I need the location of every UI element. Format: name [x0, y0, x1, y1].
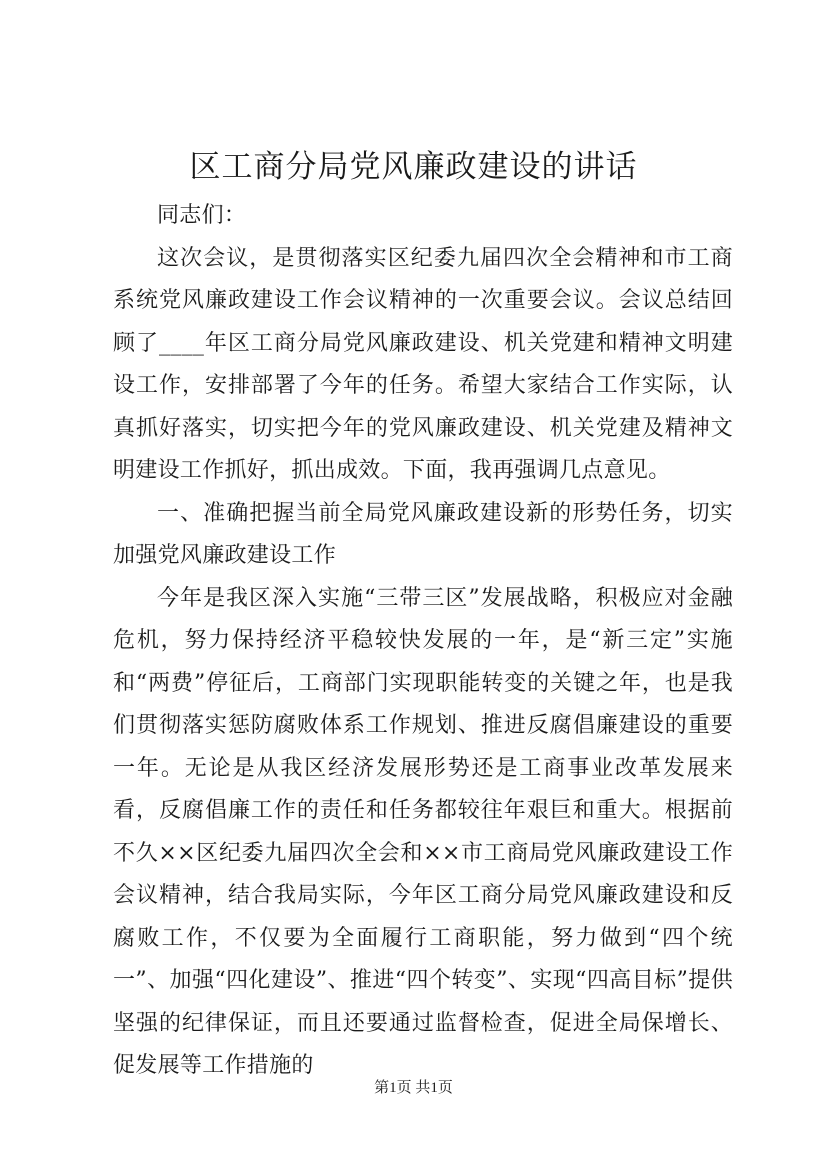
document-title: 区工商分局党风廉政建设的讲话 [189, 149, 638, 185]
salutation: 同志们： [157, 203, 247, 228]
section-heading-1: 一、准确把握当前全局党风廉政建设新的形势任务，切实加强党风廉政建设工作 [113, 500, 733, 568]
paragraph-intro: 这次会议，是贯彻落实区纪委九届四次全会精神和市工商系统党风廉政建设工作会议精神的一次重要会议。会议总结回顾了____年区工商分局党风廉政建设、机关党建和精神文明建设工作，安排部署了今年的任务。希望大家结合工作实际，认真抓好落实，切实把今年的党风廉政建设、机关党建及精神文明建设工作抓好，抓出成效。下面，我再强调几点意见。 [113, 245, 733, 483]
paragraph-section-1: 今年是我区深入实施“三带三区”发展战略，积极应对金融危机，努力保持经济平稳较快发展的一年，是“新三定”实施和“两费”停征后，工商部门实现职能转变的关键之年，也是我们贯彻落实惩防腐败体系工作规划、推进反腐倡廉建设的重要一年。无论是从我区经济发展形势还是工商事业改革发展来看，反腐倡廉工作的责任和任务都较往年艰巨和重大。根据前不久××区纪委九届四次全会和××市工商局党风廉政建设工作会议精神，结合我局实际，今年区工商分局党风廉政建设和反腐败工作，不仅要为全面履行工商职能，努力做到“四个统一”、加强“四化建设”、推进“四个转变”、实现“四高目标”提供坚强的纪律保证，而且还要通过监督检查，促进全局保增长、促发展等工作措施的 [113, 585, 733, 1078]
page-footer: 第1页 共1页 [374, 1080, 453, 1096]
document-body [113, 195, 733, 1088]
